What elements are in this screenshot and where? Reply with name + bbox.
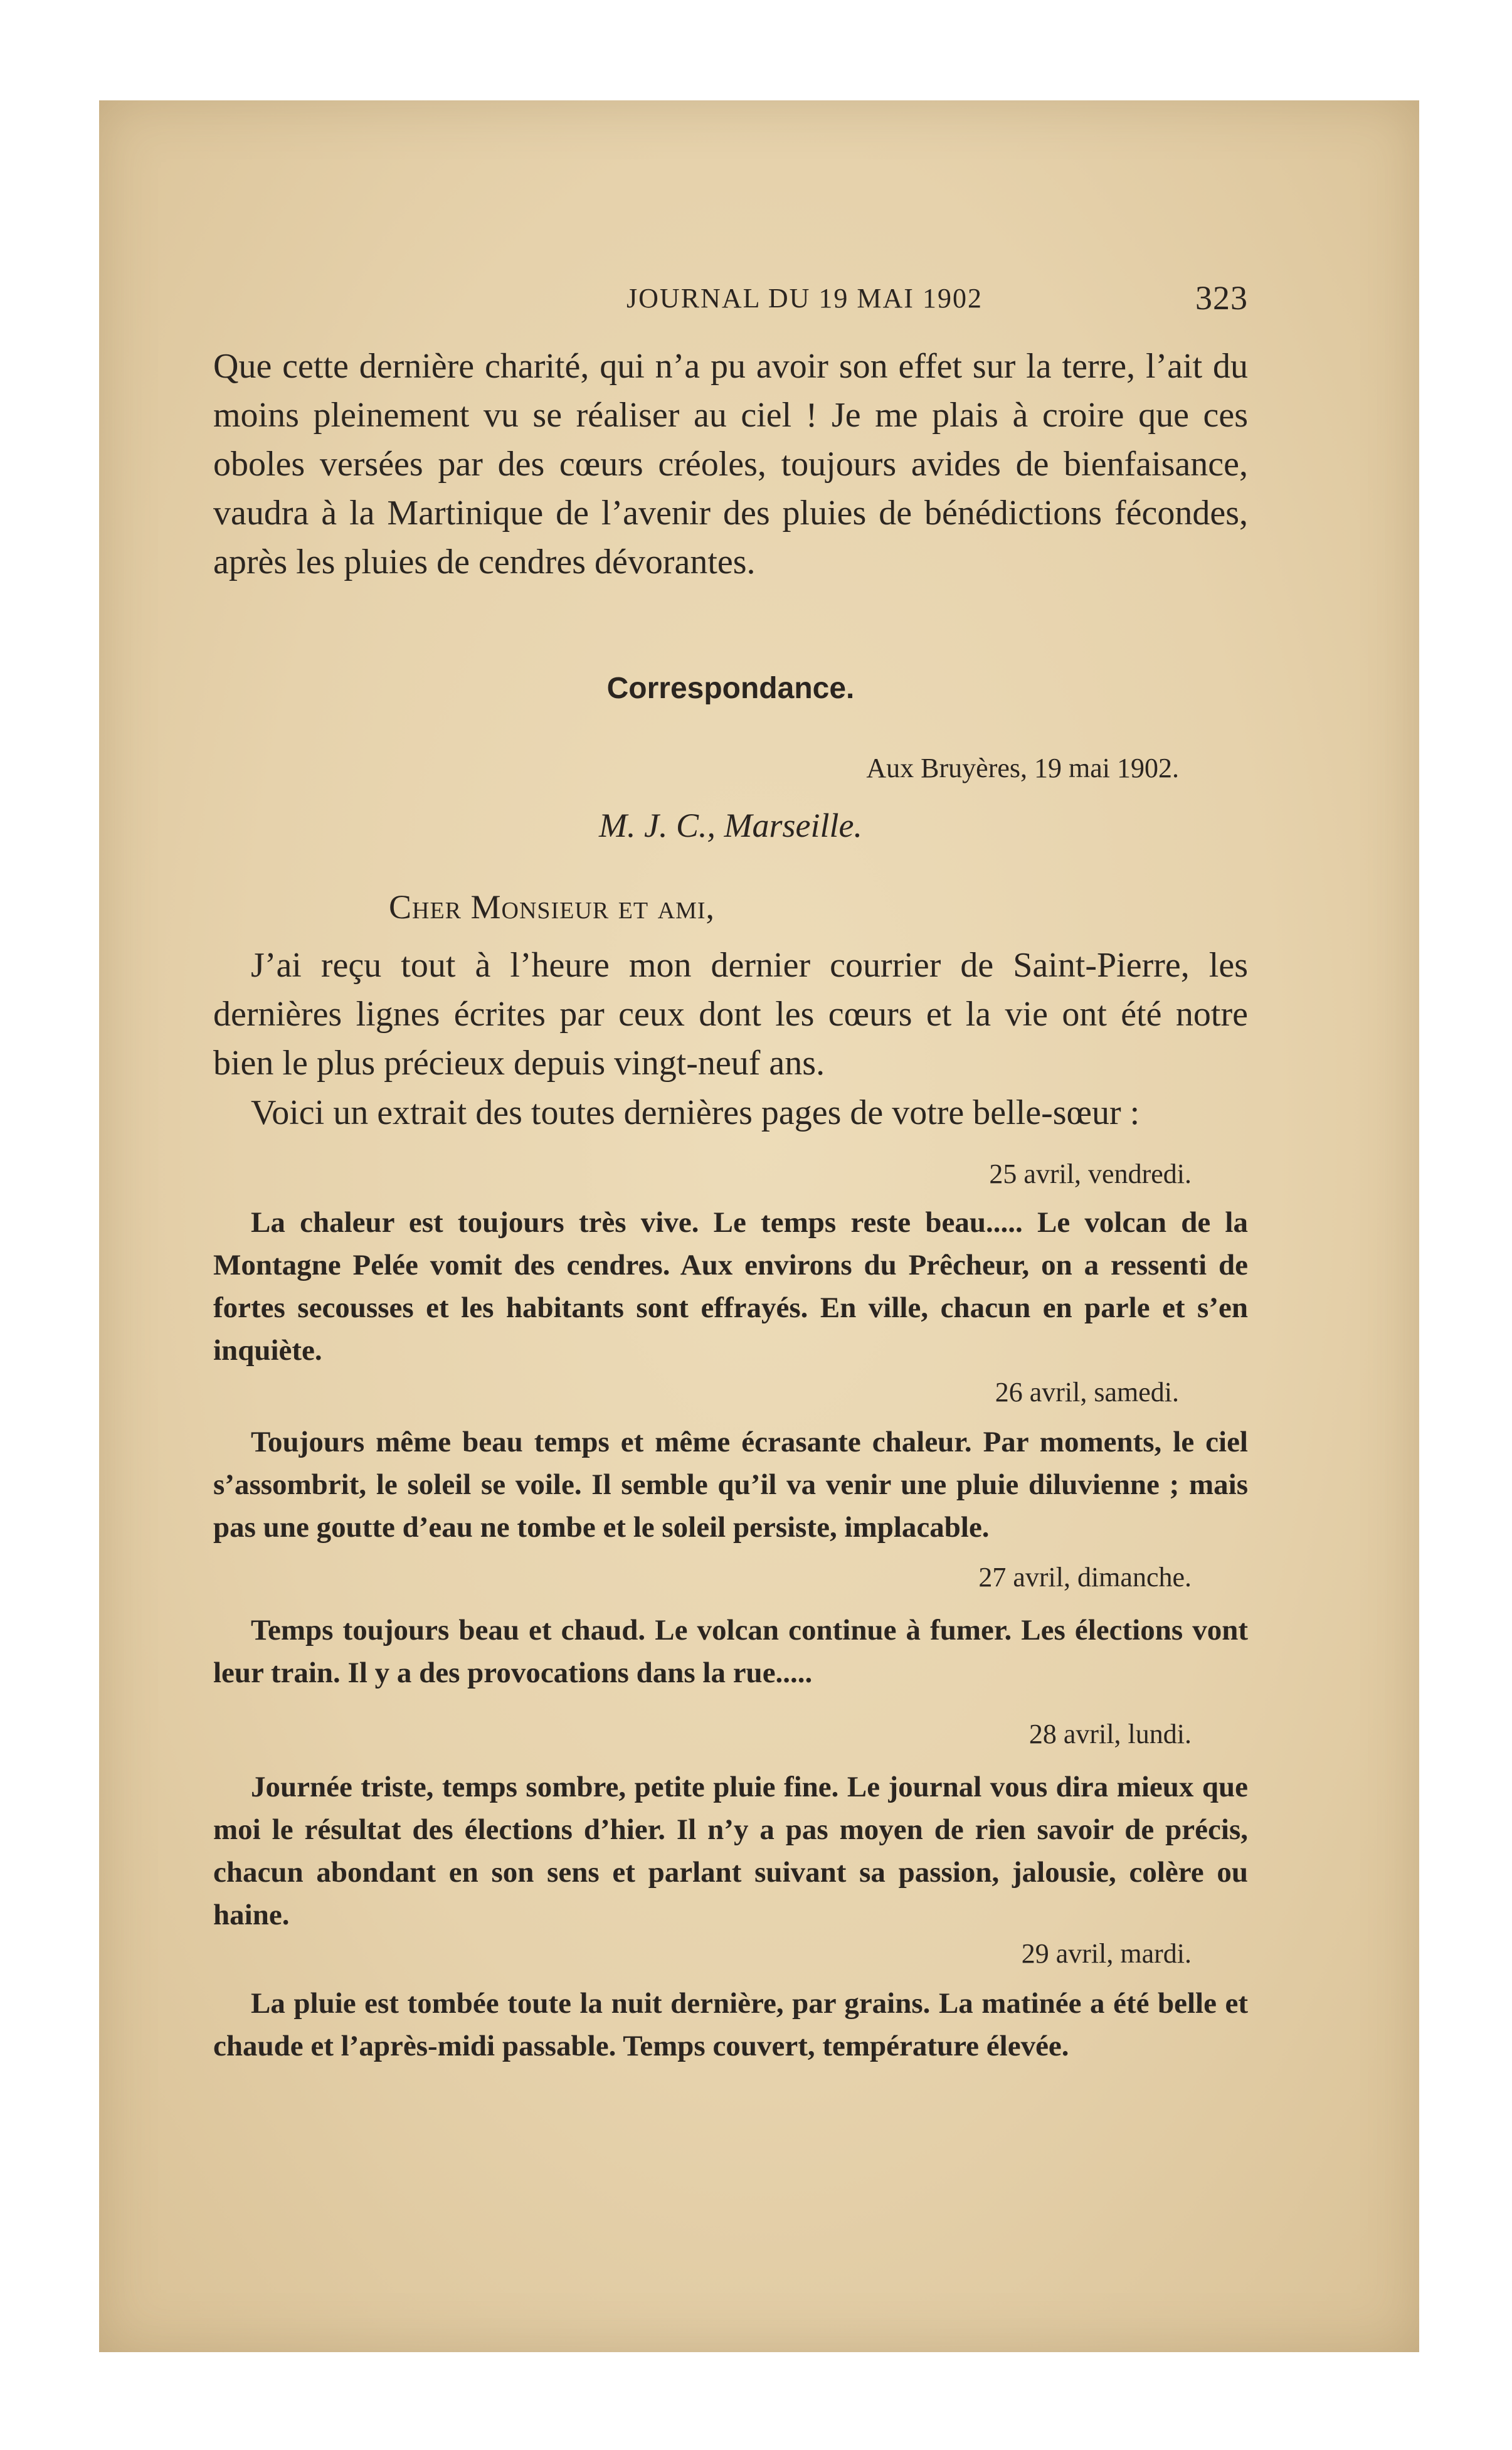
running-title: JOURNAL DU 19 MAI 1902 bbox=[626, 282, 983, 314]
entry-date: 28 avril, lundi. bbox=[1028, 1719, 1192, 1749]
intro-paragraph: Que cette dernière charité, qui n’a pu avoir son effet sur la terre, l’ait du moins pleinement vu se réaliser au ciel ! Je me plais à croire que ces oboles versées par des cœurs créoles, toujours avides de bienfaisance, vaudra à la Martinique de l’avenir des pluies de bénédictions fécondes, après les pluies de cendres dévorantes. bbox=[213, 347, 1248, 581]
section-title: Correspondance. bbox=[606, 672, 855, 705]
letter-place-date: Aux Bruyères, 19 mai 1902. bbox=[866, 753, 1179, 783]
entry-text: La pluie est tombée toute la nuit dernière, par grains. La matinée a été belle et chaude et l’après-midi passable. Temps couvert, température élevée. bbox=[213, 1987, 1248, 2062]
letter-paragraph-1: J’ai reçu tout à l’heure mon dernier courrier de Saint-Pierre, les dernières lignes écrites par ceux dont les cœurs et la vie ont été notre bien le plus précieux depuis vingt-neuf ans. bbox=[213, 946, 1248, 1083]
entry-date: 27 avril, dimanche. bbox=[978, 1562, 1192, 1593]
letter-paragraph-2: Voici un extrait des toutes dernières pages de votre belle-sœur : bbox=[251, 1093, 1140, 1132]
letter-salutation: Cher Monsieur et ami, bbox=[389, 888, 716, 926]
entry-text: Temps toujours beau et chaud. Le volcan continue à fumer. Les élections vont leur train. Il y a des provocations dans la rue..... bbox=[213, 1614, 1248, 1689]
entry-text: La chaleur est toujours très vive. Le temps reste beau..... Le volcan de la Montagne Pelée vomit des cendres. Aux environs du Prêcheur, on a ressenti de fortes secousses et les habitants sont effrayés. En ville, chacun en parle et s’en inquiète. bbox=[213, 1206, 1248, 1367]
entry-date: 26 avril, samedi. bbox=[995, 1377, 1179, 1408]
entry-date: 25 avril, vendredi. bbox=[989, 1159, 1192, 1189]
entry-text: Toujours même beau temps et même écrasante chaleur. Par moments, le ciel s’assombrit, le soleil se voile. Il semble qu’il va venir une pluie diluvienne ; mais pas une goutte d’eau ne tombe et le soleil persiste, implacable. bbox=[213, 1426, 1248, 1544]
page-header bbox=[213, 276, 1248, 320]
letter-recipient: M. J. C., Marseille. bbox=[599, 807, 862, 844]
entry-text: Journée triste, temps sombre, petite pluie fine. Le journal vous dira mieux que moi le résultat des élections d’hier. Il n’y a pas moyen de rien savoir de précis, chacun abondant en son sens et parlant suivant sa passion, jalousie, colère ou haine. bbox=[213, 1771, 1248, 1931]
page-number: 323 bbox=[1195, 279, 1248, 317]
entry-date: 29 avril, mardi. bbox=[1021, 1938, 1192, 1969]
